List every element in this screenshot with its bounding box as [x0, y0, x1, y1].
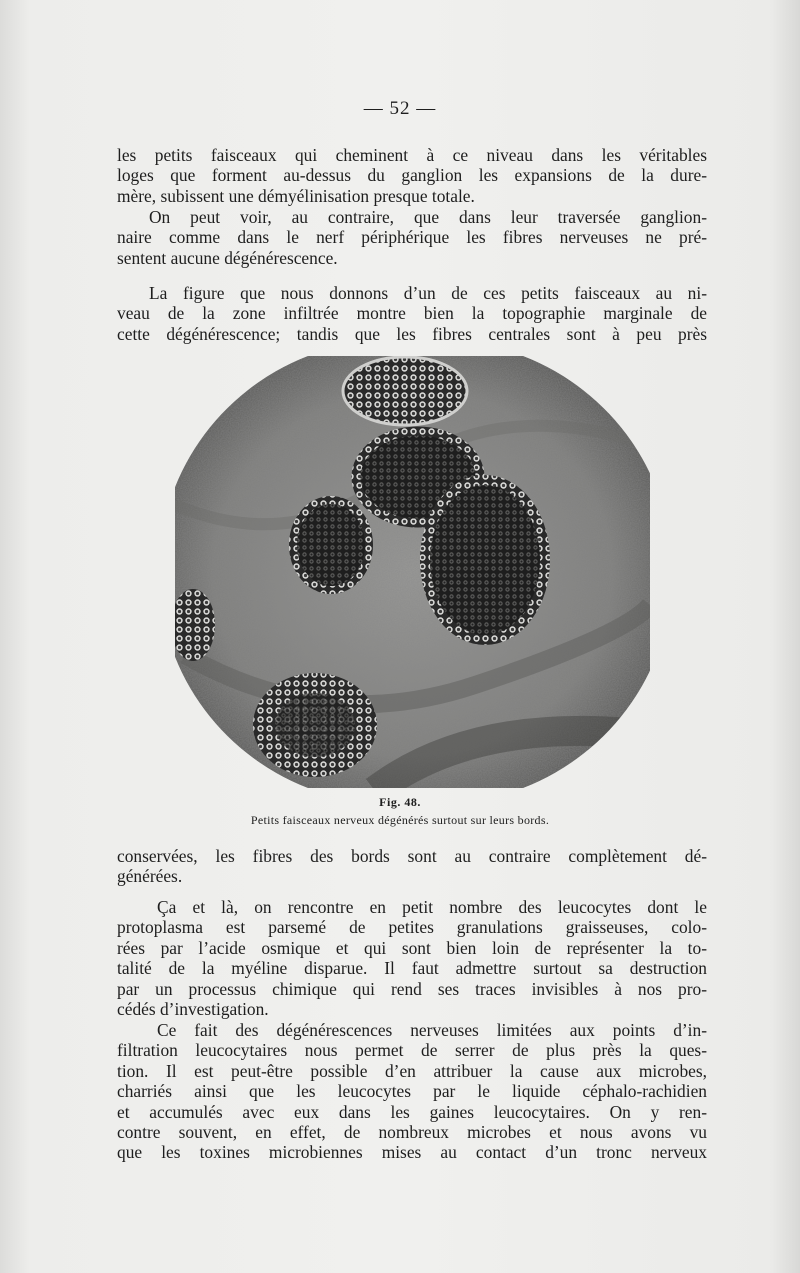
micrograph-figure [175, 355, 650, 791]
paragraph [117, 283, 707, 344]
text-line: Ce fait des dégénérescences nerveuses limitées aux points d’in- [157, 1020, 707, 1040]
text-line: générées. [117, 866, 183, 887]
page-number: — 52 — [363, 98, 437, 119]
text-line: conservées, les fibres des bords sont au contraire complètement dé- [117, 846, 707, 866]
paragraph [117, 1020, 707, 1163]
text-line: et accumulés avec eux dans les gaines leucocytaires. On y ren- [117, 1101, 707, 1122]
paragraph [117, 207, 707, 268]
text-line: sentent aucune dégénérescence. [117, 247, 338, 268]
text-line: On peut voir, au contraire, que dans leur traversée ganglion- [149, 207, 707, 227]
text-line: naire comme dans le nerf périphérique les fibres nerveuses ne pré- [117, 227, 707, 248]
figure-caption: Petits faisceaux nerveux dégénérés surtout sur leurs bords. [250, 813, 550, 827]
text-line: La figure que nous donnons d’un de ces petits faisceaux au ni- [149, 283, 707, 303]
text-line: Ça et là, on rencontre en petit nombre des leucocytes dont le [157, 897, 707, 917]
text-line: rées par l’acide osmique et qui sont bien loin de représenter la to- [117, 937, 707, 958]
text-line: tion. Il est peut-être possible d’en attribuer la cause aux microbes, [117, 1060, 707, 1081]
text-line: cédés d’investigation. [117, 999, 269, 1020]
text-line: mère, subissent une démyélinisation presque totale. [117, 185, 475, 206]
paragraph [117, 897, 707, 1019]
text-line: par un processus chimique qui rend ses traces invisibles à nos pro- [117, 978, 707, 999]
text-line: cette dégénérescence; tandis que les fibres centrales sont à peu près [117, 323, 707, 344]
text-line: talité de la myéline disparue. Il faut admettre surtout sa destruction [117, 958, 707, 979]
micrograph-image [175, 355, 650, 791]
text-line: loges que forment au-dessus du ganglion les expansions de la dure- [117, 165, 707, 186]
text-line: charriés ainsi que les leucocytes par le liquide céphalo-rachidien [117, 1081, 707, 1102]
text-line: contre souvent, en effet, de nombreux microbes et nous avons vu [117, 1122, 707, 1143]
figure-label: Fig. 48. [379, 795, 421, 809]
paragraph [117, 846, 707, 887]
paragraph [117, 145, 707, 206]
text-line: que les toxines microbiennes mises au contact d’un tronc nerveux [117, 1142, 707, 1163]
text-line: filtration leucocytaires nous permet de serrer de plus près la ques- [117, 1040, 707, 1061]
text-line: protoplasma est parsemé de petites granulations graisseuses, colo- [117, 917, 707, 938]
text-line: les petits faisceaux qui cheminent à ce niveau dans les véritables [117, 145, 707, 165]
text-line: veau de la zone infiltrée montre bien la topographie marginale de [117, 303, 707, 324]
